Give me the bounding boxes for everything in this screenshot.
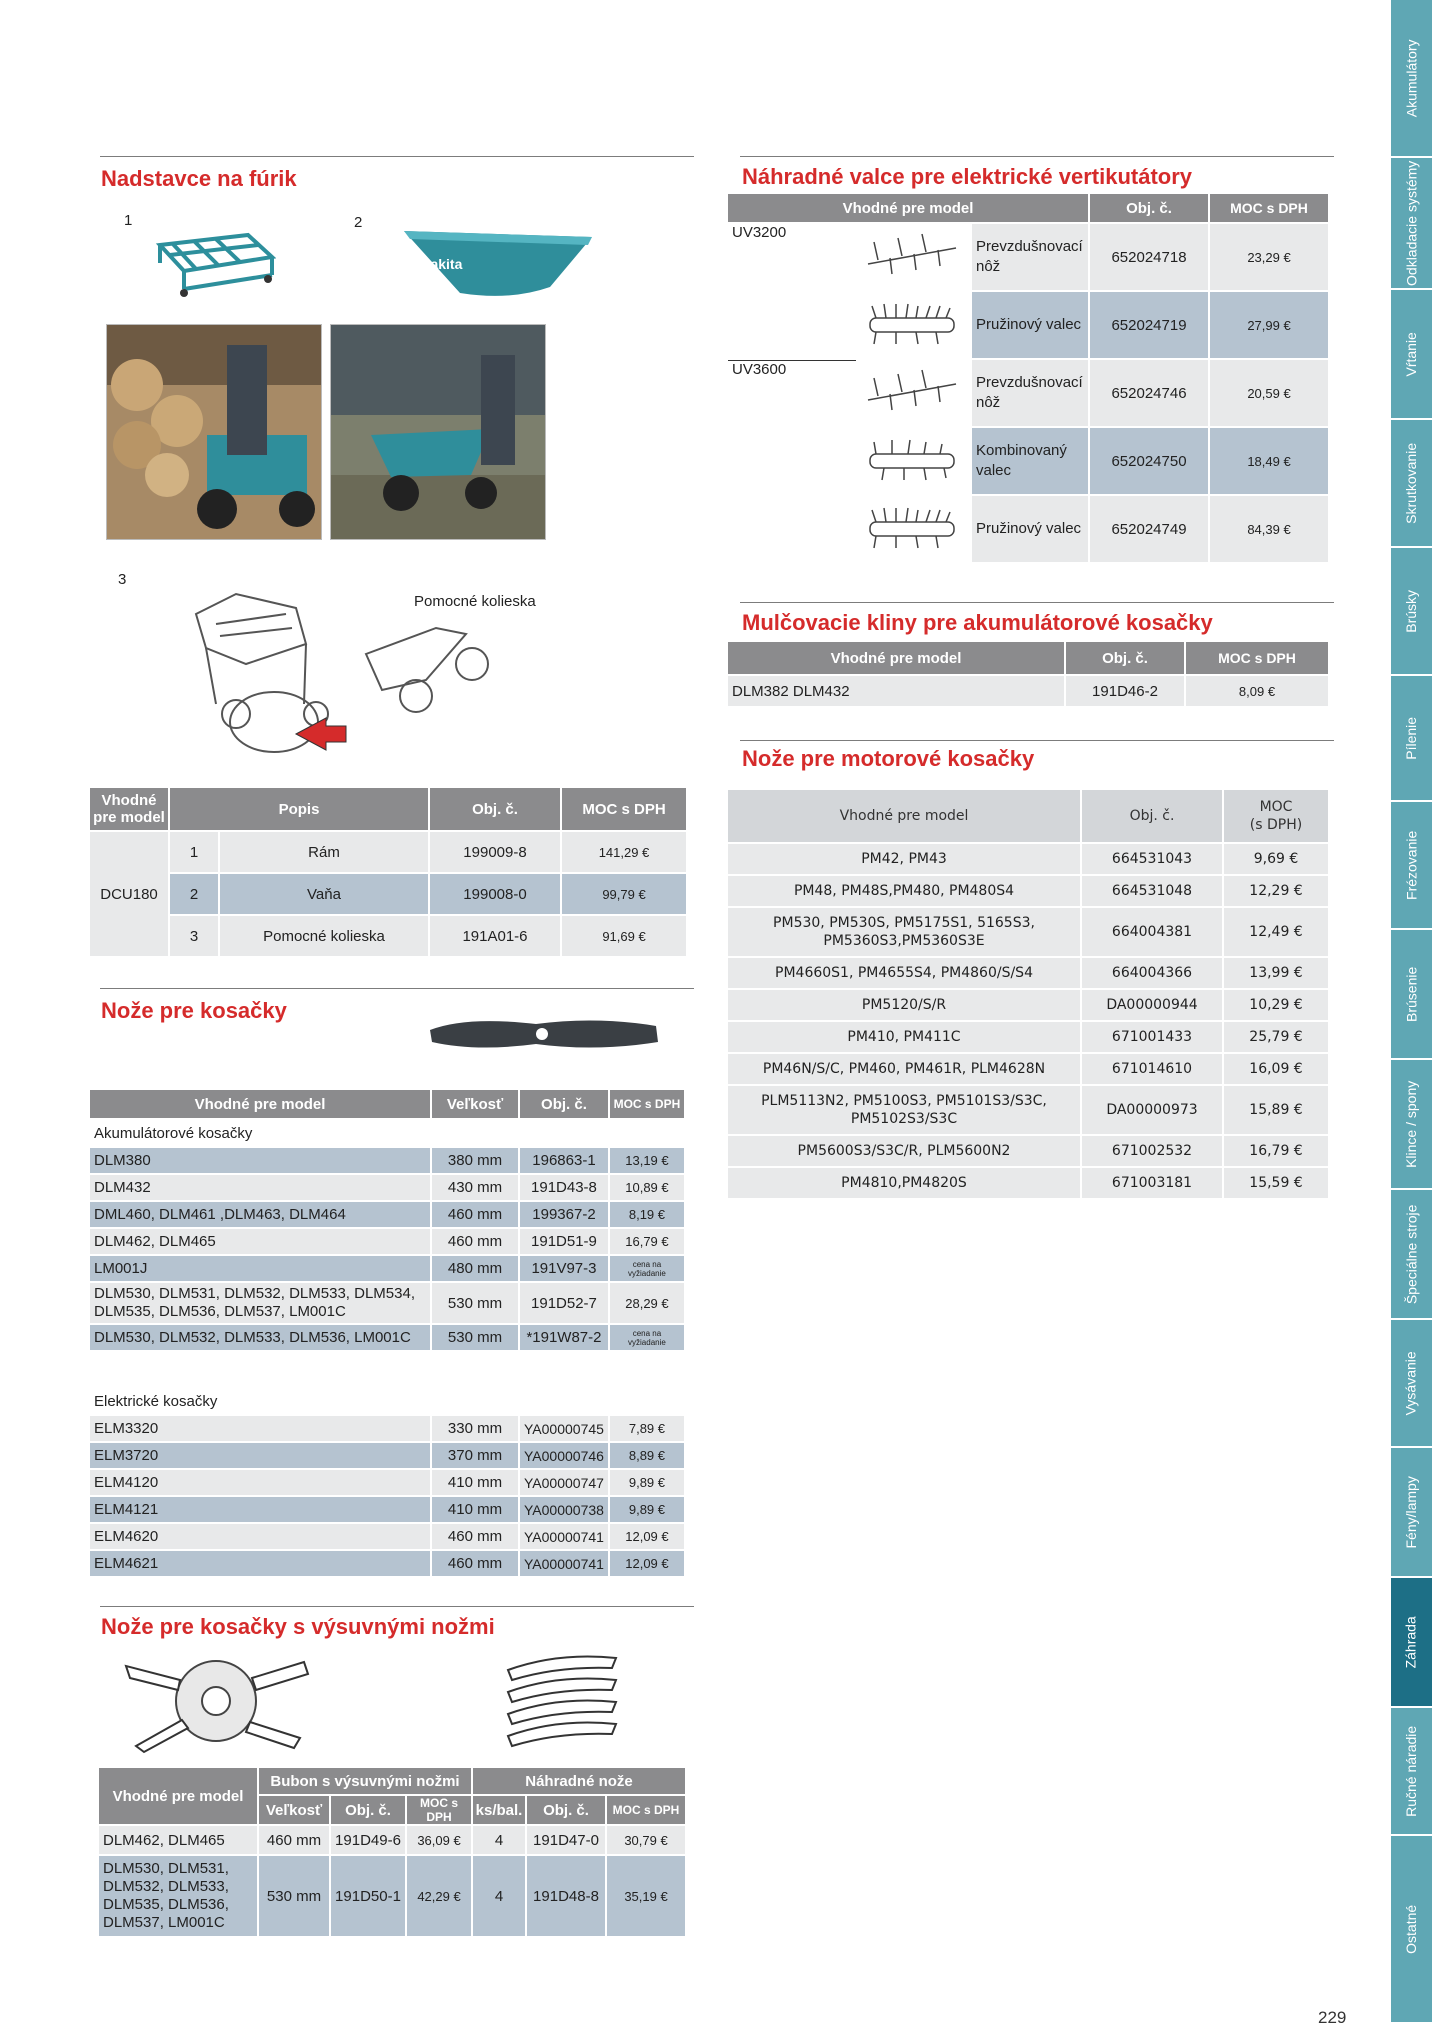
side-tab-7[interactable] — [1391, 802, 1432, 930]
auxiliary-wheels-caption: Pomocné kolieska — [414, 593, 536, 610]
section-title-mulcovacie: Mulčovacie kliny pre akumulátorové kosačky — [742, 610, 1213, 635]
section-divider — [100, 1606, 694, 1607]
side-tab-label: Frézovanie — [1403, 830, 1420, 900]
table-row: ELM4120 410 mm YA00000747 9,89 € — [90, 1470, 684, 1495]
table-row: DCU180 1 Rám 199009-8 141,29 € — [90, 832, 686, 872]
side-tab-14[interactable] — [1391, 1708, 1432, 1836]
table-row: PM410, PM411C 671001433 25,79 € — [728, 1022, 1328, 1052]
spring-roller-image — [862, 502, 962, 552]
table-row: Pružinový valec 652024749 84,39 € — [728, 496, 1328, 562]
header-model: Vhodné pre model — [90, 788, 168, 830]
image-label-2: 2 — [354, 214, 363, 231]
table-row: PM4660S1, PM4655S4, PM4860/S/S4 664004366 13,99 € — [728, 958, 1328, 988]
replacement-blades-image — [498, 1650, 622, 1750]
table-row: 2 Vaňa 199008-0 99,79 € — [90, 874, 686, 914]
model-cell: DCU180 — [90, 832, 168, 956]
section-divider — [740, 740, 1334, 741]
side-tab-label: Ostatné — [1403, 1904, 1420, 1954]
section-divider — [740, 156, 1334, 157]
section-title-valce: Náhradné valce pre elektrické vertikutátory — [742, 164, 1193, 189]
side-tab-11[interactable] — [1391, 1320, 1432, 1448]
table-row: DLM462, DLM465 460 mm 191D51-9 16,79 € — [90, 1229, 684, 1254]
table-row: ELM3720 370 mm YA00000746 8,89 € — [90, 1443, 684, 1468]
side-tab-2[interactable] — [1391, 158, 1432, 290]
side-tab-label: Špeciálne stroje — [1403, 1204, 1420, 1304]
image-label-1: 1 — [124, 212, 133, 229]
table-row: PM46N/S/C, PM460, PM461R, PLM4628N 671014610 16,09 € — [728, 1054, 1328, 1084]
side-tab-5[interactable] — [1391, 548, 1432, 676]
side-tab-label: Odkladacie systémy — [1403, 160, 1420, 286]
side-tab-1[interactable] — [1391, 0, 1432, 158]
wheelbarrow-with-tub-photo — [330, 324, 546, 540]
side-tab-label: Vysávanie — [1403, 1350, 1420, 1416]
table-row: 3 Pomocné kolieska 191A01-6 91,69 € — [90, 916, 686, 956]
table-row: PM5120/S/R DA00000944 10,29 € — [728, 990, 1328, 1020]
side-tab-3[interactable] — [1391, 290, 1432, 420]
drum-blades-table: Vhodné pre model Bubon s výsuvnými nožmi Náhradné nože Veľkosť Obj. č. MOC s DPH ks/bal. Obj. č. MOC s DPH DLM462, DLM465 460 mm 191D49-6 36,09 € 4 191D47-0 30,79 € DLM530, DLM531, DLM532, DLM533, DLM535, DLM536, DLM537, LM001C 530 mm 191D50-1 42,29 € 4 191D48-8 35,19 € — [97, 1766, 687, 1938]
table-row: PM48, PM48S,PM480, PM480S4 664531048 12,29 € — [728, 876, 1328, 906]
table-row: DLM530, DLM532, DLM533, DLM536, LM001C 530 mm *191W87-2 cena na vyžiadanie — [90, 1325, 684, 1350]
motor-mower-blades-table: Vhodné pre model Obj. č. MOC (s DPH) PM42, PM43 664531043 9,69 € PM48, PM48S,PM480, PM480S4 664531048 12,29 € PM530, PM530S, PM5175S1, 5165S3, PM5360S3,PM5360S3E 664004381 12,49 € PM4660S1, PM4655S4, PM4860/S/S4 664004366 13,99 € PM5120/S/R DA00000944 10,29 € PM410, PM411C 671001433 25,79 € PM46N/S/C, PM460, PM461R, PLM4628N 671014610 16,09 € PLM5113N2, PM5100S3, PM5101S3/S3C, PM5102S3/S3C DA00000973 15,89 € PM5600S3/S3C/R, PLM5600N2 671002532 16,79 € PM4810,PM4820S 671003181 15,59 € — [726, 788, 1330, 1200]
section-title-noze-kosacky: Nože pre kosačky — [101, 998, 287, 1023]
side-tab-9[interactable] — [1391, 1060, 1432, 1190]
side-tab-label: Skrutkovanie — [1403, 442, 1420, 524]
header-desc: Popis — [170, 788, 428, 830]
table-row: Kombinovaný valec 652024750 18,49 € — [728, 428, 1328, 494]
side-tab-8[interactable] — [1391, 930, 1432, 1060]
chapter-tabs — [1391, 0, 1432, 2024]
section-title-furik: Nadstavce na fúrik — [101, 166, 297, 191]
section-title-motorove: Nože pre motorové kosačky — [742, 746, 1035, 771]
mower-blade-image — [426, 1012, 662, 1056]
combined-roller-image — [862, 434, 962, 484]
blade-drum-image — [116, 1648, 316, 1754]
table-row: DLM530, DLM531, DLM532, DLM533, DLM535, DLM536, DLM537, LM001C 530 mm 191D50-1 42,29 € 4 191D48-8 35,19 € — [99, 1856, 685, 1936]
svg-text:makita: makita — [418, 256, 463, 272]
table-row: Pružinový valec 652024719 27,99 € — [728, 292, 1328, 358]
page-number: 229 — [1318, 2008, 1347, 2027]
mulching-table: Vhodné pre model Obj. č. MOC s DPH DLM382 DLM432 191D46-2 8,09 € — [726, 640, 1330, 708]
side-tab-label: Brúsky — [1403, 589, 1420, 633]
side-tab-6[interactable] — [1391, 676, 1432, 802]
tub-attachment-image — [400, 225, 596, 303]
table-row: PM42, PM43 664531043 9,69 € — [728, 844, 1328, 874]
side-tab-label: Pílenie — [1403, 716, 1420, 760]
side-tab-15[interactable] — [1391, 1836, 1432, 2024]
aerator-blade-image — [862, 230, 962, 280]
group-label: Elektrické kosačky — [90, 1388, 684, 1414]
table-row: DLM380 380 mm 196863-1 13,19 € — [90, 1148, 684, 1173]
section-title-vysuvne: Nože pre kosačky s výsuvnými nožmi — [101, 1614, 495, 1639]
table-row: PM4810,PM4820S 671003181 15,59 € — [728, 1168, 1328, 1198]
wheelbarrow-with-wood-photo — [106, 324, 322, 540]
section-divider — [100, 156, 694, 157]
table-row: UV3200 Prevzdušnovací nôž 652024718 23,29 € — [728, 224, 1328, 290]
table-row: DLM382 DLM432 191D46-2 8,09 € — [728, 676, 1328, 706]
table-row: ELM4121 410 mm YA00000738 9,89 € — [90, 1497, 684, 1522]
group-label: Akumulátorové kosačky — [90, 1120, 684, 1146]
table-row: ELM3320 330 mm YA00000745 7,89 € — [90, 1416, 684, 1441]
side-tab-10[interactable] — [1391, 1190, 1432, 1320]
table-row: ELM4621 460 mm YA00000741 12,09 € — [90, 1551, 684, 1576]
side-tab-label: Vŕtanie — [1403, 331, 1420, 377]
mower-blades-table: Vhodné pre model Veľkosť Obj. č. MOC s DPH Akumulátorové kosačky DLM380 380 mm 196863-1 13,19 € DLM432 430 mm 191D43-8 10,89 € DML460, DLM461 ,DLM463, DLM464 460 mm 199367-2 8,19 € DLM462, DLM465 460 mm 191D51-9 16,79 € LM001J 480 mm 191V97-3 cena na vyžiadanie DLM530, DLM531, DLM532, DLM533, DLM534, DLM535, DLM536, DLM537, LM001C 530 mm 191D52-7 28,29 € DLM530, DLM532, DLM533, DLM536, LM001C 530 mm *191W87-2 cena na vyžiadanie Elektrické kosačky ELM3320 330 mm YA00000745 7,89 € ELM3720 370 mm YA00000746 8,89 € ELM4120 410 mm YA00000747 9,89 € ELM4121 410 mm YA00000738 9,89 € ELM4620 460 mm YA00000741 12,09 € ELM4621 460 mm YA00000741 12,09 € — [88, 1088, 686, 1578]
section-divider — [740, 602, 1334, 603]
table-row: ELM4620 460 mm YA00000741 12,09 € — [90, 1524, 684, 1549]
side-tab-label: Ručné náradie — [1403, 1725, 1420, 1817]
side-tab-label: Fény/lampy — [1403, 1475, 1420, 1549]
header-code: Obj. č. — [430, 788, 560, 830]
side-tab-label: Klince / spony — [1403, 1080, 1420, 1168]
table-row: DLM432 430 mm 191D43-8 10,89 € — [90, 1175, 684, 1200]
side-tab-label: Brúsenie — [1403, 966, 1420, 1022]
table-row: DML460, DLM461 ,DLM463, DLM464 460 mm 199367-2 8,19 € — [90, 1202, 684, 1227]
table-row: PLM5113N2, PM5100S3, PM5101S3/S3C, PM5102S3/S3C DA00000973 15,89 € — [728, 1086, 1328, 1134]
side-tab-label: Záhrada — [1403, 1615, 1420, 1669]
furik-table — [88, 786, 688, 958]
spring-roller-image — [862, 298, 962, 348]
table-row: DLM462, DLM465 460 mm 191D49-6 36,09 € 4 191D47-0 30,79 € — [99, 1826, 685, 1854]
table-row: DLM530, DLM531, DLM532, DLM533, DLM534, DLM535, DLM536, DLM537, LM001C 530 mm 191D52-7 28,29 € — [90, 1283, 684, 1323]
header-price: MOC s DPH — [562, 788, 686, 830]
side-tab-4[interactable] — [1391, 420, 1432, 548]
table-row: PM5600S3/S3C/R, PLM5600N2 671002532 16,79 € — [728, 1136, 1328, 1166]
side-tab-13[interactable] — [1391, 1578, 1432, 1708]
table-row: UV3600 Prevzdušnovací nôž 652024746 20,59 € — [728, 360, 1328, 426]
aerator-blade-image — [862, 366, 962, 416]
table-row: PM530, PM530S, PM5175S1, 5165S3, PM5360S3,PM5360S3E 664004381 12,49 € — [728, 908, 1328, 956]
side-tab-label: Akumulátory — [1403, 39, 1420, 117]
side-tab-12[interactable] — [1391, 1448, 1432, 1578]
rollers-table: Vhodné pre model Obj. č. MOC s DPH UV3200 Prevzdušnovací nôž 652024718 23,29 € Pružinový valec 652024719 27,99 € UV3600 Prevzdušnovací nôž 652024746 20,59 € Kombinovaný valec 652024750 18,49 € Pružinový valec 652024749 84,39 € — [726, 192, 1330, 564]
frame-attachment-image — [148, 225, 276, 301]
table-row: LM001J 480 mm 191V97-3 cena na vyžiadanie — [90, 1256, 684, 1281]
image-label-3: 3 — [118, 571, 127, 588]
section-divider — [100, 988, 694, 989]
